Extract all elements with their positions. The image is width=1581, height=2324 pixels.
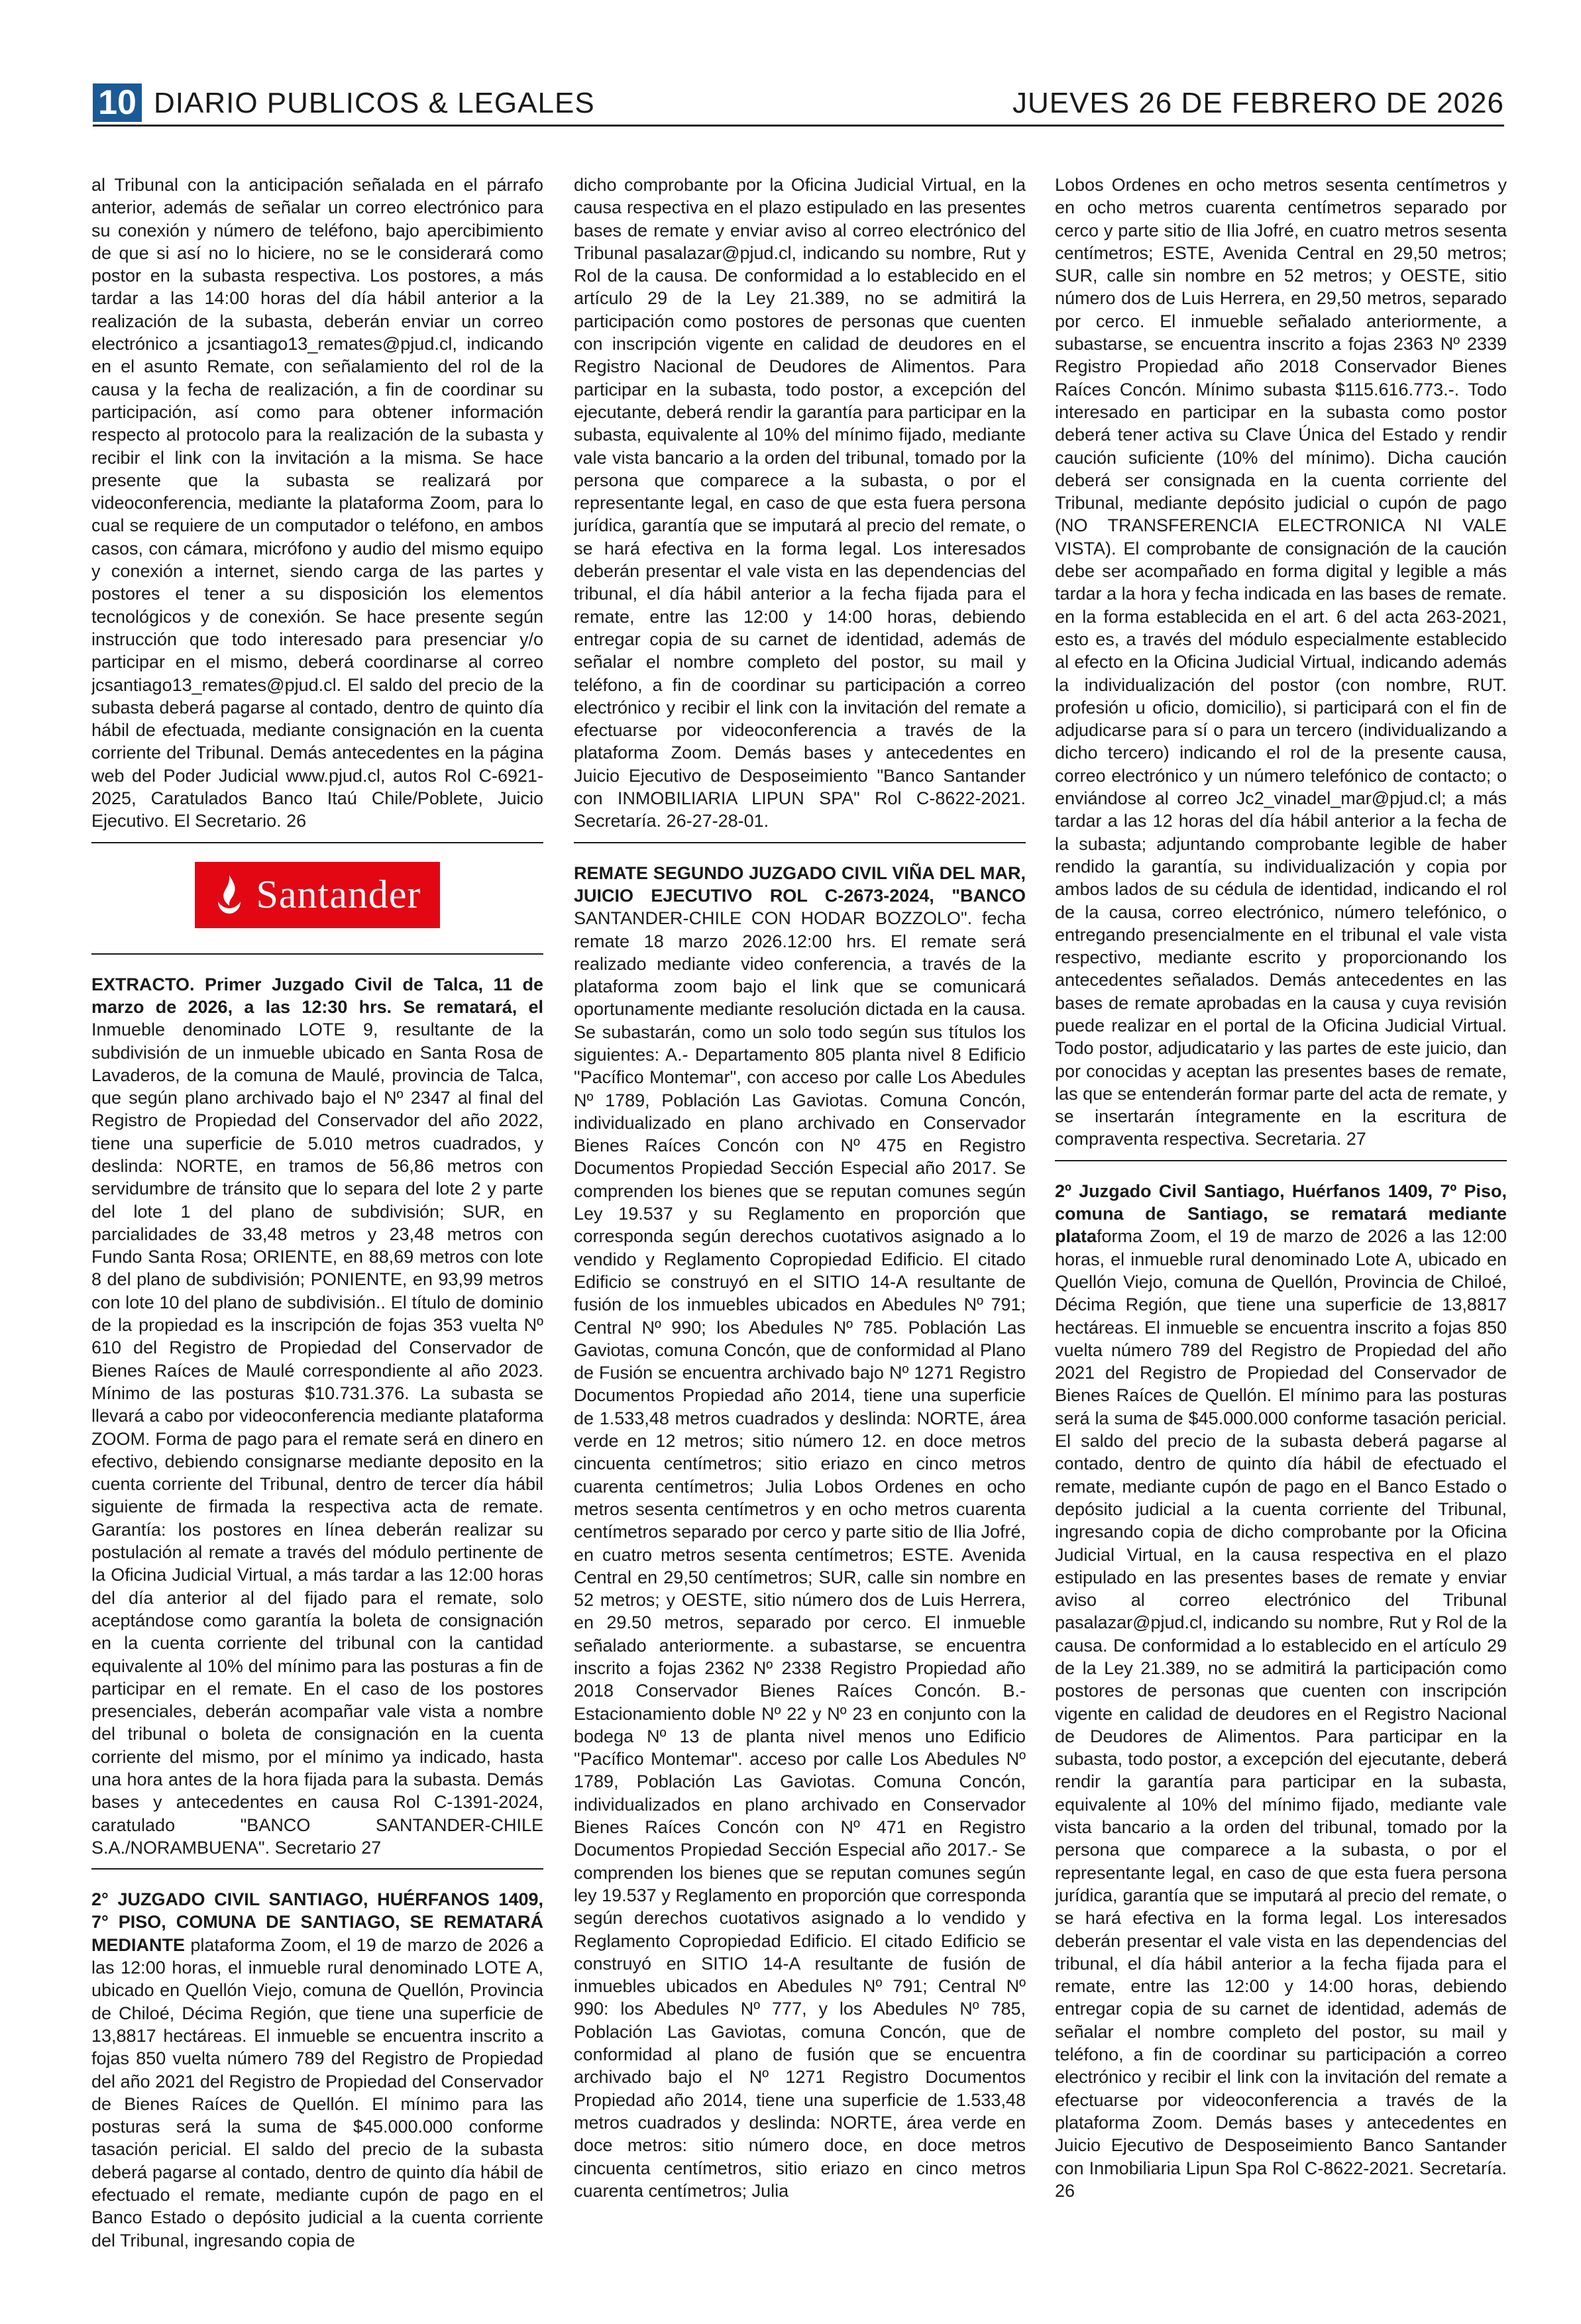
notice-quellon — [91, 1888, 543, 2252]
notice-quellon-2 — [1055, 1180, 1507, 2202]
divider — [91, 953, 543, 955]
notice-lead: 2º Juzgado Civil Santiago, Huérfanos 1409, 7º Piso, comuna de Santiago, se rematará mediante plata — [1055, 1181, 1507, 1247]
notice-lead: 2° JUZGADO CIVIL SANTIAGO, HUÉRFANOS 1409, 7° PISO, COMUNA DE SANTIAGO, SE REMATARÁ MEDIANTE — [91, 1889, 543, 1955]
column-2 — [574, 174, 1026, 2307]
notice-talca — [91, 973, 543, 1860]
santander-logo — [195, 862, 440, 928]
notice-body: forma Zoom, el 19 de marzo de 2026 a las 12:00 horas, el inmueble rural denominado Lote A, ubicado en Quellón Viejo, comuna de Quellón, Provincia de Chiloé, Décima Región, que tiene una superficie de 13,8817 hectáreas. El inmueble se encuentra inscrito a fojas 850 vuelta número 789 del Registro de Propiedad del año 2021 del Registro de Propiedad del Conservador de Bienes Raíces de Quellón. El mínimo para las posturas será la suma de $45.000.000 conforme tasación pericial. El saldo del precio de la subasta deberá pagarse al contado, dentro de quinto día hábil de efectuado el remate, mediante cupón de pago en el Banco Estado o depósito judicial a la cuenta corriente del Tribunal, ingresando copia de dicho comprobante por la Oficina Judicial Virtual, en la causa respectiva en el plazo estipulado en las presentes bases de remate y enviar aviso al correo electrónico del Tribunal pasalazar@pjud.cl, indicando su nombre, Rut y Rol de la causa. De conformidad a lo establecido en el artículo 29 de la Ley 21.389, no se admitirá la participación como postores de personas que cuenten con inscripción vigente en calidad de deudores en el Registro Nacional de Deudores de Alimentos. Para participar en la subasta, todo postor, a excepción del ejecutante, deberá rendir la garantía para participar en la subasta, equivalente al 10% del mínimo fijado, mediante vale vista bancario a la orden del tribunal, tomado por la persona que comparece a la subasta, o por el representante legal, en caso de que esta fuera persona jurídica, garantía que se imputará al precio del remate, o se hará efectiva en la forma legal. Los interesados deberán presentar el vale vista en las dependencias del tribunal, el día hábil anterior a la fecha fijada para el remate, entre las 12:00 y 14:00 horas, debiendo entregar copia de su carnet de identidad, además de señalar el nombre completo del postor, su mail y teléfono, a fin de coordinar su participación a correo electrónico y recibir el link con la invitación del remate a efectuarse por videoconferencia a través de la plataforma Zoom. Demás bases y antecedentes en Juicio Ejecutivo de Desposeimiento Banco Santander con Inmobiliaria Lipun Spa Rol C-8622-2021. Secretaría. 26 — [1055, 1226, 1507, 2201]
notice-lead: REMATE SEGUNDO JUZGADO CIVIL VIÑA DEL MAR, JUICIO EJECUTIVO ROL C-2673-2024, "BANCO — [574, 863, 1026, 906]
page-number: 10 — [93, 83, 142, 122]
divider — [91, 842, 543, 843]
notice-body: plataforma Zoom, el 19 de marzo de 2026 a las 12:00 horas, el inmueble rural denominado LOTE A, ubicado en Quellón Viejo, comuna de Quellón, Provincia de Chiloé, Décima Región, que tiene una superficie de 13,8817 hectáreas. El inmueble se encuentra inscrito a fojas 850 vuelta número 789 del Registro de Propiedad del año 2021 del Registro de Propiedad del Conservador de Bienes Raíces de Quellón. El mínimo para las posturas será la suma de $45.000.000 conforme tasación pericial. El saldo del precio de la subasta deberá pagarse al contado, dentro de quinto día hábil de efectuado el remate, mediante cupón de pago en el Banco Estado o depósito judicial a la cuenta corriente del Tribunal, ingresando copia de — [91, 1934, 543, 2250]
paper-name: DIARIO PUBLICOS & LEGALES — [154, 87, 595, 119]
divider — [91, 1868, 543, 1870]
issue-date: JUEVES 26 DE FEBRERO DE 2026 — [1012, 87, 1504, 119]
divider — [574, 842, 1026, 843]
column-1 — [91, 174, 543, 2307]
notice-continuation: dicho comprobante por la Oficina Judicial Virtual, en la causa respectiva en el plazo estipulado en las presentes bases de remate y enviar aviso al correo electrónico del Tribunal pasalazar@pjud.cl, indicando su nombre, Rut y Rol de la causa. De conformidad a lo establecido en el artículo 29 de la Ley 21.389, no se admitirá la participación como postores de personas que cuenten con inscripción vigente en calidad de deudores en el Registro Nacional de Deudores de Alimentos. Para participar en la subasta, todo postor, a excepción del ejecutante, deberá rendir la garantía para participar en la subasta, equivalente al 10% del mínimo fijado, mediante vale vista bancario a la orden del tribunal, tomado por la persona que comparece a la subasta, o por el representante legal, en caso de que esta fuera persona jurídica, garantía que se imputará al precio del remate, o se hará efectiva en la forma legal. Los interesados deberán presentar el vale vista en las dependencias del tribunal, el día hábil anterior a la fecha fijada para el remate, entre las 12:00 y 14:00 horas, debiendo entregar copia de su carnet de identidad, además de señalar el nombre completo del postor, su mail y teléfono, a fin de coordinar su participación a correo electrónico y recibir el link con la invitación del remate a efectuarse por videoconferencia a través de la plataforma Zoom. Demás bases y antecedentes en Juicio Ejecutivo de Desposeimiento "Banco Santander con INMOBILIARIA LIPUN SPA" Rol C-8622-2021. Secretaría. 26-27-28-01. — [574, 175, 1026, 831]
notice-body: SANTANDER-CHILE CON HODAR BOZZOLO". fecha remate 18 marzo 2026.12:00 hrs. El remate será realizado mediante video conferencia, a través de la plataforma zoom bajo el link que se comunicará oportunamente mediante resolución dictada en la causa. Se subastarán, como un solo todo según sus títulos los siguientes: A.- Departamento 805 planta nivel 8 Edificio "Pacífico Montemar", con acceso por calle Los Abedules Nº 1789, Población Las Gaviotas. Comuna Concón, individualizado en plano archivado en Conservador Bienes Raíces Concón con Nº 475 en Registro Documentos Propiedad Sección Especial año 2017. Se comprenden los bienes que se reputan comunes según Ley 19.537 y su Reglamento en proporción que corresponda según derechos cuotativos asignado a lo vendido y Reglamento Copropiedad Edificio. El citado Edificio se construyó en el SITIO 14-A resultante de fusión de los inmuebles ubicados en Abedules Nº 791; Central Nº 990; los Abedules Nº 785. Población Las Gaviotas, comuna Concón, que de conformidad al Plano de Fusión se encuentra archivado bajo Nº 1271 Registro Documentos Propiedad año 2014, tiene una superficie de 1.533,48 metros cuadrados y deslinda: NORTE, área verde en 12 metros; sitio número 12. en doce metros cincuenta centímetros; sitio eriazo en cinco metros cuarenta centímetros; Julia Lobos Ordenes en ocho metros sesenta centímetros y en ocho metros cuarenta centímetros separado por cerco y parte sitio de Ilia Jofré, en cuatro metros sesenta centímetros; ESTE. Avenida Central en 29,50 centímetros; SUR, calle sin nombre en 52 metros; y OESTE, sitio número dos de Luis Herrera, en 29.50 metros, separado por cerco. El inmueble señalado anteriormente. a subastarse, se encuentra inscrito a fojas 2362 Nº 2338 Registro Propiedad año 2018 Conservador Bienes Raíces Concón. B.- Estacionamiento doble Nº 22 y Nº 23 en conjunto con la bodega Nº 13 de planta nivel menos uno Edificio "Pacífico Montemar". acceso por calle Los Abedules Nº 1789, Población Las Gaviotas. Comuna Concón, individualizados en plano archivado en Conservador Bienes Raíces Concón con Nº 471 en Registro Documentos Propiedad Sección Especial año 2017.- Se comprenden los bienes que se reputan comunes según ley 19.537 y Reglamento en proporción que corresponda según derechos cuotativos asignado a lo vendido y Reglamento Copropiedad Edificio. El citado Edificio se construyó en SITIO 14-A resultante de fusión de inmuebles ubicados en Abedules Nº 791; Central Nº 990: los Abedules Nº 777, y los Abedules Nº 785, Población Las Gaviotas, comuna Concón, que de conformidad al plano de fusión que se encuentra archivado bajo el Nº 1271 Registro Documentos Propiedad año 2014, tiene una superficie de 1.533,48 metros cuadrados y deslinda: NORTE, área verde en doce metros: sitio número doce, en doce metros cincuenta centímetros, sitio eriazo en cinco metros cuarenta centímetros; Julia — [574, 908, 1026, 2201]
notice-continuation: Lobos Ordenes en ocho metros sesenta centímetros y en ocho metros cuarenta centímetros separado por cerco y parte sitio de Ilia Jofré, en cuatro metros sesenta centímetros; ESTE, Avenida Central en 29,50 metros; SUR, calle sin nombre en 52 metros; y OESTE, sitio número dos de Luis Herrera, en 29,50 metros, separado por cerco. El inmueble señalado anteriormente, a subastarse, se encuentra inscrito a fojas 2363 Nº 2339 Registro Propiedad año 2018 Conservador Bienes Raíces Concón. Mínimo subasta $115.616.773.-. Todo interesado en participar en la subasta como postor deberá tener activa su Clave Única del Estado y rendir caución suficiente (10% del mínimo). Dicha caución deberá ser consignada en la cuenta corriente del Tribunal, mediante depósito judicial o cupón de pago (NO TRANSFERENCIA ELECTRONICA NI VALE VISTA). El comprobante de consignación de la caución debe ser acompañado en forma digital y legible a más tardar a la hora y fecha indicada en las bases de remate. en la forma establecida en el art. 6 del acta 263-2021, esto es, a través del módulo especialmente establecido al efecto en la Oficina Judicial Virtual, indicando además la individualización del postor (con nombre, RUT. profesión u oficio, domicilio), si participará con el fin de adjudicarse para sí o para un tercero (individualizando a dicho tercero) indicando el rol de la presente causa, correo electrónico y un número telefónico de contacto; o enviándose al correo Jc2_vinadel_mar@pjud.cl; a más tardar a las 12 horas del día hábil anterior a la fecha de la subasta; adjuntando comprobante legible de haber rendido la garantía, su individualización y copia por ambos lados de su cédula de identidad, indicando el rol de la causa, correo electrónico, número telefónico, o entregando presencialmente en el tribunal el vale vista respectivo, mediante escrito y proporcionando los antecedentes señalados. Demás antecedentes en las bases de remate aprobadas en la causa y cuya revisión puede realizar en el portal de la Oficina Judicial Virtual. Todo postor, adjudicatario y las partes de este juicio, dan por conocidas y aceptan las presentes bases de remate, las que se entenderán formar parte del acta de remate, y se insertarán íntegramente en la escritura de compraventa respectiva. Secretaria. 27 — [1055, 175, 1507, 1149]
flame-icon — [214, 874, 245, 916]
notice-vina-del-mar — [574, 862, 1026, 2203]
sponsor-logo-area — [91, 862, 543, 936]
column-3 — [1055, 174, 1507, 2307]
logo-wordmark: Santander — [256, 872, 421, 917]
masthead — [93, 82, 1504, 127]
notice-continuation: al Tribunal con la anticipación señalada en el párrafo anterior, además de señalar un correo electrónico para su conexión y número de teléfono, bajo apercibimiento de que si así no lo hiciere, no se le considerará como postor en la subasta respectiva. Los postores, a más tardar a las 14:00 horas del día hábil anterior a la realización de la subasta, deberán enviar un correo electrónico a jcsantiago13_remates@pjud.cl, indicando en el asunto Remate, con señalamiento del rol de la causa y la fecha de realización, a fin de coordinar su participación, así como para obtener información respecto al protocolo para la realización de la subasta y recibir el link con la invitación a la misma. Se hace presente que la subasta se realizará por videoconferencia, mediante la plataforma Zoom, para lo cual se requiere de un computador o teléfono, en ambos casos, con cámara, micrófono y audio del mismo equipo y conexión a internet, siendo carga de las partes y postores el tener a su disposición los elementos tecnológicos y de conexión. Se hace presente según instrucción que todo interesado para presenciar y/o participar en el mismo, deberá coordinarse al correo jcsantiago13_remates@pjud.cl. El saldo del precio de la subasta deberá pagarse al contado, dentro de quinto día hábil de efectuada, mediante consignación en la cuenta corriente del Tribunal. Demás antecedentes en la página web del Poder Judicial www.pjud.cl, autos Rol C-6921-2025, Caratulados Banco Itaú Chile/Poblete, Juicio Ejecutivo. El Secretario. 26 — [91, 175, 543, 831]
notice-body: Inmueble denominado LOTE 9, resultante de la subdivisión de un inmueble ubicado en Santa Rosa de Lavaderos, de la comuna de Maulé, provincia de Talca, que según plano archivado bajo el Nº 2347 al final del Registro de Propiedad del Conservador del año 2022, tiene una superficie de 5.010 metros cuadrados, y deslinda: NORTE, en tramos de 56,86 metros con servidumbre de tránsito que lo separa del lote 2 y parte del lote 1 del plano de subdivisión; SUR, en parcialidades de 33,48 metros y 23,48 metros con Fundo Santa Rosa; ORIENTE, en 88,69 metros con lote 8 del plano de subdivisión; PONIENTE, en 93,99 metros con lote 10 del plano de subdivisión.. El título de dominio de la propiedad es la inscripción de fojas 353 vuelta Nº 610 del Registro de Propiedad del Conservador de Bienes Raíces de Maulé correspondiente al año 2023. Mínimo de las posturas $10.731.376. La subasta se llevará a cabo por videoconferencia mediante plataforma ZOOM. Forma de pago para el remate será en dinero en efectivo, debiendo consignarse mediante deposito en la cuenta corriente del Tribunal, dentro de tercer día hábil siguiente de firmada la respectiva acta de remate. Garantía: los postores en línea deberán realizar su postulación al remate a través del módulo pertinente de la Oficina Judicial Virtual, a más tardar a las 12:00 horas del día anterior al del fijado para el remate, solo aceptándose como garantía la boleta de consignación en la cuenta corriente del tribunal con la cantidad equivalente al 10% del mínimo para las posturas a fin de participar en el remate. En el caso de los postores presenciales, deberán acompañar vale vista a nombre del tribunal o boleta de consignación en la cuenta corriente del mismo, por el mínimo ya indicado, hasta una hora antes de la hora fijada para la subasta. Demás bases y antecedentes en causa Rol C-1391-2024, caratulado "BANCO SANTANDER-CHILE S.A./NORAMBUENA". Secretario 27 — [91, 1020, 543, 1858]
notice-lead: EXTRACTO. Primer Juzgado Civil de Talca, 11 de marzo de 2026, a las 12:30 hrs. Se rematará, el — [91, 974, 543, 1017]
divider — [1055, 1160, 1507, 1161]
